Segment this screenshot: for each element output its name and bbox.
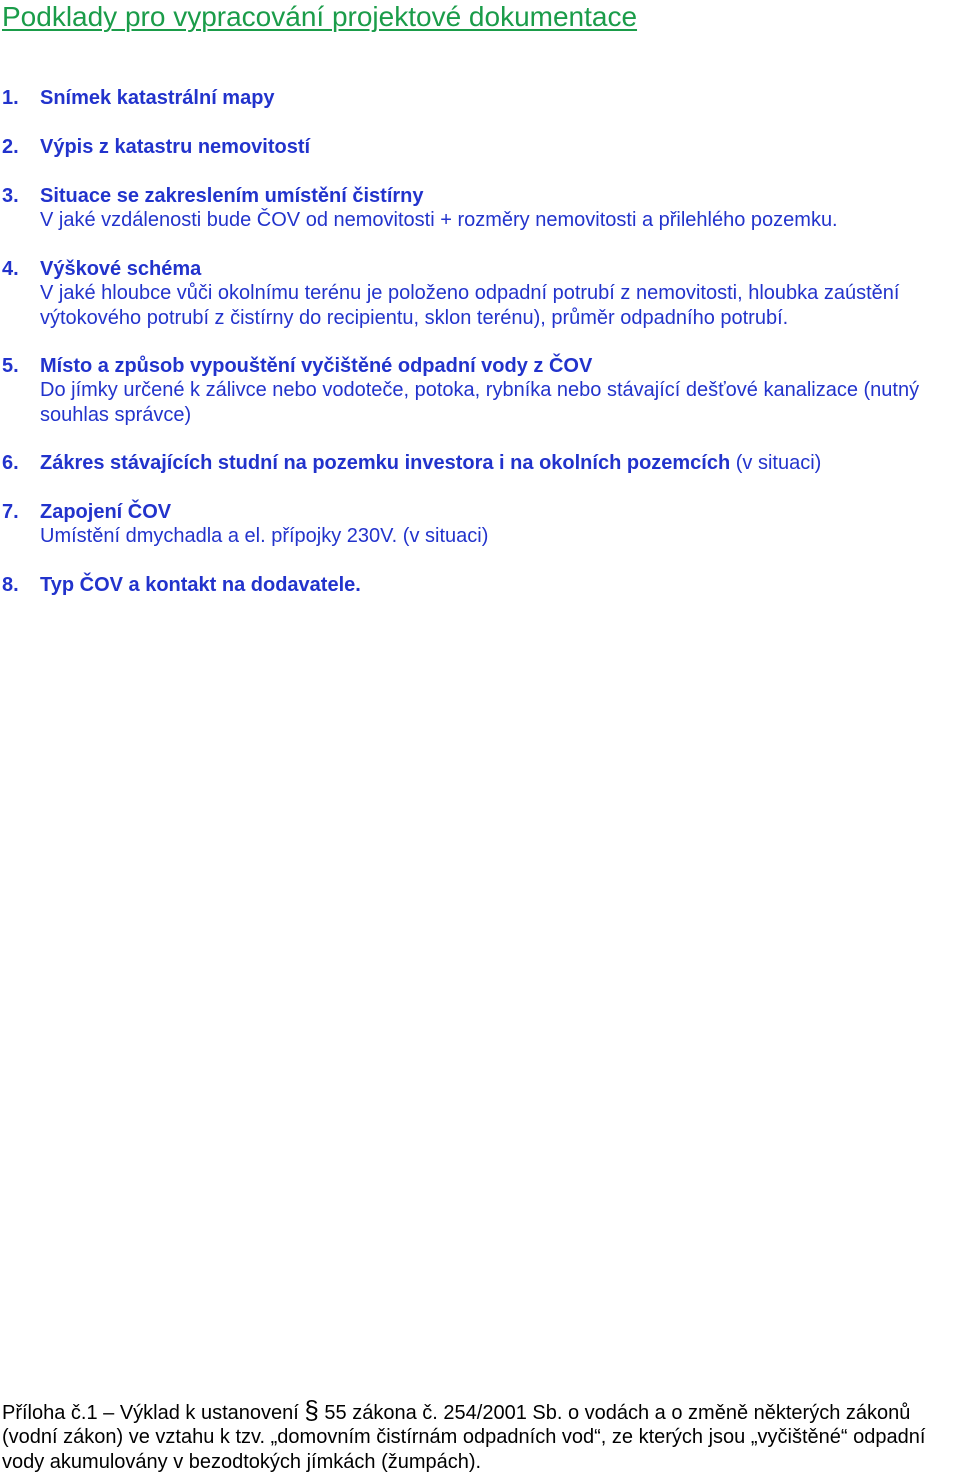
list-item-number: 1. — [2, 87, 19, 109]
list-item-description: Umístění dmychadla a el. přípojky 230V. (v situaci) — [40, 525, 489, 548]
list-item-7 — [0, 500, 960, 549]
list-item-description: V jaké vzdálenosti bude ČOV od nemovitosti + rozměry nemovitosti a přilehlého pozemku. — [40, 209, 838, 232]
list-item-heading: Výškové schéma — [40, 258, 202, 280]
list-item-number: 5. — [2, 355, 19, 377]
list-item-2 — [0, 135, 960, 159]
list-item-6 — [0, 451, 960, 475]
list-item-number: 4. — [2, 258, 19, 280]
list-item-8 — [0, 573, 960, 597]
list-item-heading: Snímek katastrální mapy — [40, 87, 275, 109]
footer-text-end: 55 zákona č. 254/2001 Sb. o vodách a o změně některých zákonů (vodní zákon) ve vztahu k tzv. „domovním čistírnám odpadních vod“, ze kterých jsou „vyčištěné“ odpadní vody akumulovány v bezodtokých jímkách (žumpách). — [2, 1402, 926, 1473]
page-title: Podklady pro vypracování projektové dokumentace — [2, 1, 638, 32]
list-item-number: 6. — [2, 452, 19, 474]
list-item-number: 2. — [2, 136, 19, 158]
list-item-heading: Výpis z katastru nemovitostí — [40, 136, 311, 158]
list-item-1 — [0, 86, 960, 110]
footer-note — [2, 1395, 958, 1474]
section-sign: § — [304, 1395, 319, 1425]
list-item-heading: Zapojení ČOV — [40, 501, 172, 523]
list-item-description: V jaké hloubce vůči okolnímu terénu je položeno odpadní potrubí z nemovitosti, hloubka zaústění výtokového potrubí z čistírny do recipientu, sklon terénu), průměr odpadního potrubí. — [40, 282, 900, 329]
list-item-description: Do jímky určené k zálivce nebo vodoteče, potoka, rybníka nebo stávající dešťové kanalizace (nutný souhlas správce) — [40, 379, 920, 426]
list-item-note: (v situaci) — [730, 452, 822, 474]
footer-text-start: Příloha č.1 – Výklad k ustanovení — [2, 1402, 305, 1424]
list-item-3 — [0, 184, 960, 233]
list-item-heading: Situace se zakreslením umístění čistírny — [40, 185, 424, 207]
list-item-5 — [0, 354, 960, 427]
list-item-heading: Místo a způsob vypouštění vyčištěné odpadní vody z ČOV — [40, 355, 593, 377]
list-item-number: 3. — [2, 185, 19, 207]
list-item-heading: Typ ČOV a kontakt na dodavatele. — [40, 574, 361, 596]
list-item-number: 7. — [2, 501, 19, 523]
list-item-heading: Zákres stávajících studní na pozemku investora i na okolních pozemcích — [40, 452, 731, 474]
list-item-4 — [0, 257, 960, 330]
list-item-number: 8. — [2, 574, 19, 596]
